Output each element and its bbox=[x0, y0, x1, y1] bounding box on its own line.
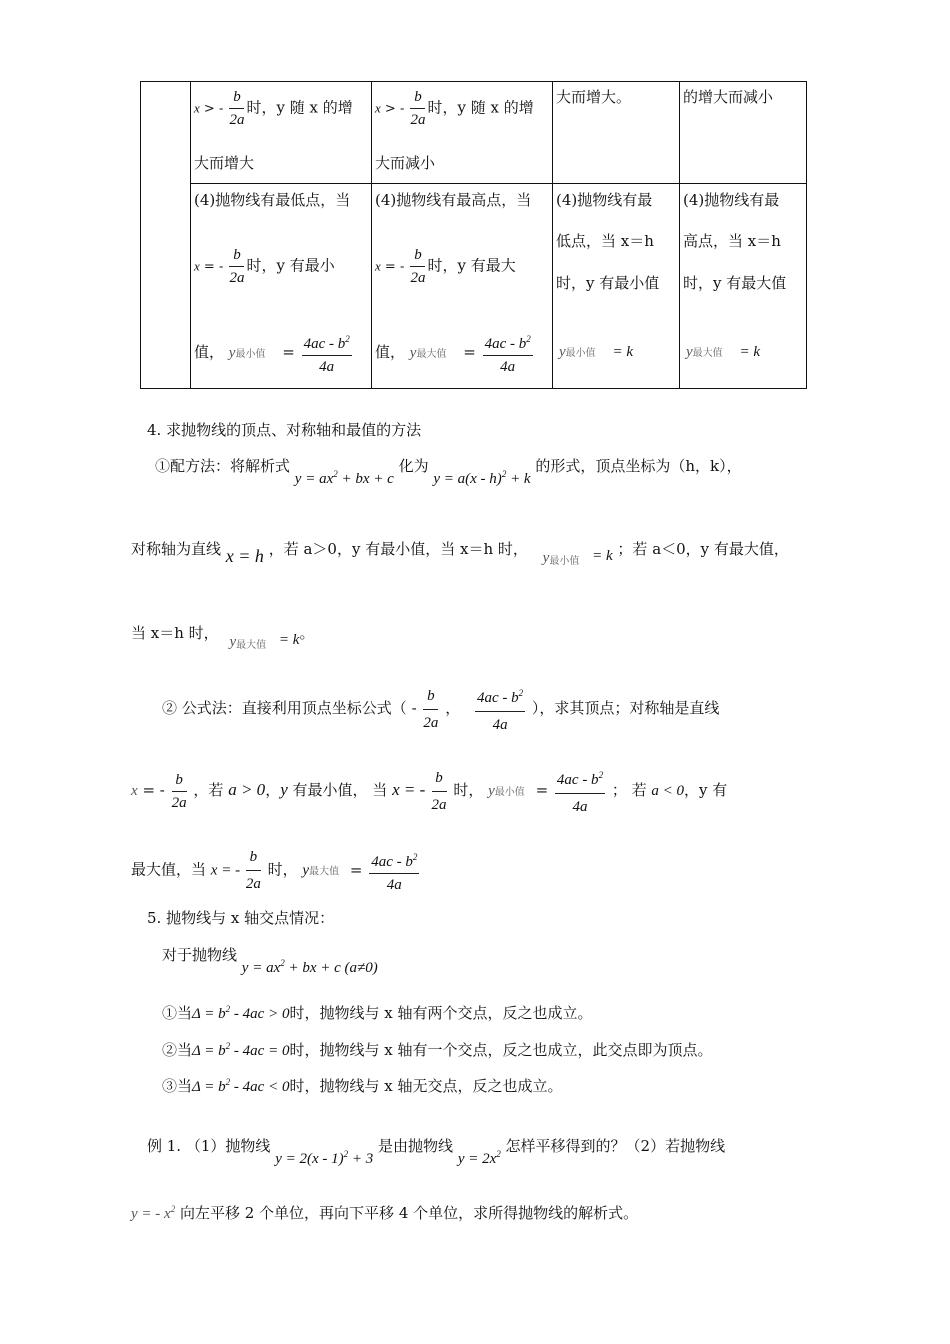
section5-heading: 5. 抛物线与 x 轴交点情况： bbox=[147, 909, 335, 927]
example1-line2: y = - $x^2$ 向左平移 2 个单位，再向下平移 4 个单位，求所得抛物线的解析式。 bbox=[131, 1204, 639, 1222]
r1c2-line1: 时，y 随 x 的增 bbox=[427, 98, 534, 117]
method1-line2: 对称轴为直线 x = h ，若 a＞0，y 有最小值，当 x＝h 时， $y_{最小值} = k$ ；若 a＜0，y 有最大值， bbox=[131, 540, 789, 567]
r1c2-line2: 大而减小 bbox=[375, 154, 436, 172]
case2: ②当$\Delta = b^2 - 4ac = 0$时，抛物线与 x 轴有一个交点，反之也成立，此交点即为顶点。 bbox=[162, 1041, 713, 1059]
table-cell-r1c4 bbox=[680, 82, 807, 184]
method1-line1: ①配方法：将解析式 $y = ax^2$ + bx + c 化为 y = a(x - h)$^2$ + k 的形式，顶点坐标为（h，k）， bbox=[155, 457, 742, 487]
case1: ①当$\Delta = b^2 - 4ac > 0$时，抛物线与 x 轴有两个交点，反之也成立。 bbox=[162, 1004, 593, 1022]
r2c1-mid: 时，y 有最小 bbox=[246, 256, 335, 275]
r2c1-sub: 最小值 bbox=[235, 349, 266, 360]
r2c1-bottom: 值， bbox=[194, 343, 225, 361]
r2c4-line2: 高点，当 x＝h bbox=[683, 232, 781, 250]
r2c3-line1: (4)抛物线有最 bbox=[556, 191, 653, 209]
table-cell-r2c1: (4)抛物线有最低点，当 x = - $\frac{b}{2a}$ 时，y 有最小 值， y最小值 = $\frac{4ac - b^2}{4a}$ bbox=[191, 184, 372, 389]
r2c2-mid: 时，y 有最大 bbox=[427, 256, 516, 275]
r1c1-line1: 时，y 随 x 的增 bbox=[246, 98, 353, 117]
method2-line2: x = - $\frac{b}{2a}$ ，若 a > 0，y 有最小值， 当 x = - $\frac{b}{2a}$ 时， y最小值 = $\frac{4ac - b^2}{4a}$ ； 若 a < 0，y 有 bbox=[131, 764, 727, 818]
r1c3-text: 大而增大。 bbox=[556, 88, 632, 106]
table-left-empty-cell bbox=[141, 82, 191, 389]
method2-line1: ② 公式法：直接利用顶点坐标公式（ - $\frac{b}{2a}$ ， $\frac{4ac - b^2}{4a}$ ），求其顶点；对称轴是直线 bbox=[162, 682, 719, 736]
section5-intro: 对于抛物线 $y = ax^2$ + bx + c (a≠0) bbox=[162, 946, 378, 976]
method1-line3: 当 x＝h 时， $y_{最大值} = k$。 bbox=[131, 624, 315, 651]
method2-line3: 最大值，当 x = - $\frac{b}{2a}$ 时， y最大值 = $\frac{4ac - b^2}{4a}$ bbox=[131, 846, 421, 895]
r2c2-line1: (4)抛物线有最高点，当 bbox=[375, 191, 532, 209]
r1c1-line2: 大而增大 bbox=[194, 154, 255, 172]
r2c4-line1: (4)抛物线有最 bbox=[683, 191, 780, 209]
table-cell-r2c3: (4)抛物线有最 低点，当 x＝h 时，y 有最小值 y最小值 = k bbox=[553, 184, 680, 389]
properties-table bbox=[140, 81, 807, 389]
r2c3-sub: 最小值 bbox=[565, 348, 596, 359]
r2c3-line3: 时，y 有最小值 bbox=[556, 274, 660, 292]
case3: ③当$\Delta = b^2 - 4ac < 0$时，抛物线与 x 轴无交点，反之也成立。 bbox=[162, 1077, 563, 1095]
r2c2-bottom: 值， bbox=[375, 343, 406, 361]
table-cell-r1c1: x > - $\frac{b}{2a}$ 时，y 随 x 的增 大而增大 bbox=[191, 82, 372, 184]
r2c4-sub: 最大值 bbox=[692, 348, 723, 359]
section4-heading: 4. 求抛物线的顶点、对称轴和最值的方法 bbox=[147, 421, 422, 439]
r2c1-line1: (4)抛物线有最低点，当 bbox=[194, 191, 351, 209]
table-cell-r2c2: (4)抛物线有最高点，当 x = - $\frac{b}{2a}$ 时，y 有最大 值， y最大值 = $\frac{4ac - b^2}{4a}$ bbox=[372, 184, 553, 389]
r1c4-text: 的增大而减小 bbox=[683, 88, 774, 106]
table-cell-r1c3 bbox=[553, 82, 680, 184]
table-cell-r1c2: x > - $\frac{b}{2a}$ 时，y 随 x 的增 大而减小 bbox=[372, 82, 553, 184]
r2c3-line2: 低点，当 x＝h bbox=[556, 232, 654, 250]
example1-line1: 例 1. （1）抛物线 y = 2(x - 1)$^2$ + 3 是由抛物线 $y = 2x^2$ 怎样平移得到的？（2）若抛物线 bbox=[147, 1137, 726, 1167]
r2c2-sub: 最大值 bbox=[416, 349, 447, 360]
table-cell-r2c4: (4)抛物线有最 高点，当 x＝h 时，y 有最大值 y最大值 = k bbox=[680, 184, 807, 389]
r2c4-line3: 时，y 有最大值 bbox=[683, 274, 787, 292]
